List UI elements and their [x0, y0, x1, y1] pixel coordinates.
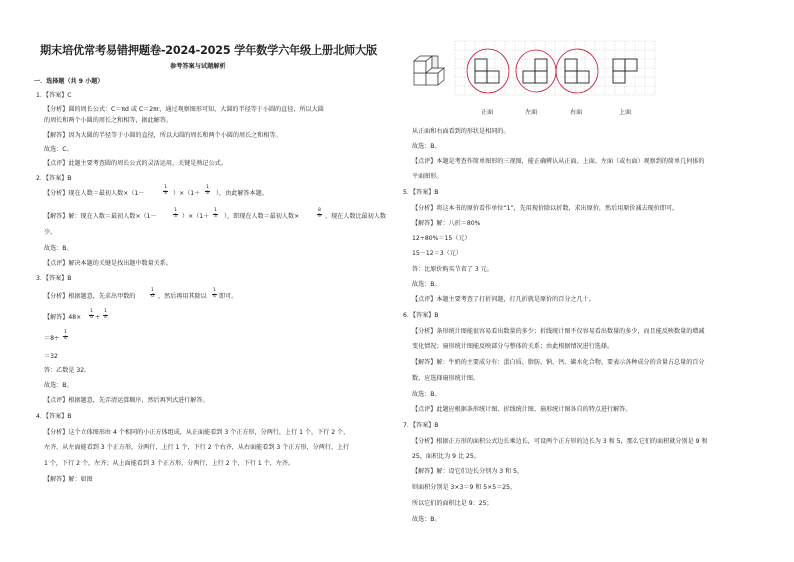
text-line: ÷	[95, 314, 101, 321]
text-line: 【解答】解：现在人数＝最初人数×（1－	[44, 213, 157, 220]
text-line: ）×（1＋	[182, 213, 210, 220]
text-line: 【分析】条形统计图能很容易看出数量的多少；折线统计图不仅容易看出数量的多少，而且能反映数量的增减	[412, 328, 705, 335]
text-line: 12÷80%＝15（元）	[412, 235, 471, 242]
fraction: $\frac{1}{3}$	[174, 208, 177, 219]
text-line: 故选：C。	[44, 146, 73, 153]
label-right: 右面	[570, 109, 583, 116]
text-line: 【分析】现在人数＝最初人数×（1－	[44, 190, 145, 197]
fraction: $\frac{1}{3}$	[214, 208, 217, 219]
front-view	[475, 59, 499, 83]
text-line: 【解答】解：牛奶的主要成分有：蛋白质、脂肪、钠、钙、碳水化合物。要表示各种成分的含量占总量的百分	[412, 359, 705, 366]
fraction: $\frac{1}{6}$	[151, 288, 154, 299]
text-line: 25，面积比为 9 比 25。	[412, 453, 480, 460]
left-view	[523, 59, 547, 83]
text-line: 一．选择题（共 9 小题）	[34, 78, 104, 85]
text-line: 答：比原价购买节省了 3 元。	[412, 266, 493, 273]
label-top: 上面	[619, 109, 632, 116]
text-line: 1．【答案】C	[36, 92, 72, 99]
three-view-drawing	[412, 37, 662, 117]
text-line: ＝8÷	[44, 335, 60, 342]
text-line: 7．【答案】B	[403, 422, 439, 429]
text-line: 故选：B。	[412, 516, 441, 523]
three-view-figure	[412, 37, 662, 117]
text-line: 6．【答案】B	[403, 312, 439, 319]
text-line: 的周长和两个小圆的周长之和相等，据此解答。	[44, 117, 172, 124]
text-line: 5．【答案】B	[403, 189, 439, 196]
text-line: 则面积分别是 3×3＝9 和 5×5＝25，	[412, 484, 517, 491]
text-line: 所以它们的面积比是 9：25；	[412, 500, 493, 507]
label-front: 正面	[481, 109, 494, 116]
cube-solid-icon	[414, 56, 444, 85]
text-line: 15－12＝3（元）	[412, 250, 462, 257]
fraction: $\frac{1}{4}$	[64, 330, 67, 341]
text-line: 变化情况；扇形统计图能反映部分与整体的关系；由此根据情况进行选择。	[412, 343, 614, 350]
text-line: 【点评】本题主要考查了打折问题，打几折就是原价的百分之几十。	[412, 296, 595, 303]
text-line: ，现在人数比最初人数	[325, 213, 386, 220]
page-title: 期末培优常考易错押题卷-2024-2025 学年数学六年级上册北师大版	[40, 44, 377, 57]
fraction: $\frac{8}{9}$	[318, 208, 321, 219]
fraction: $\frac{1}{6}$	[90, 309, 93, 320]
text-line: 【解答】因为大圆的半径等于小圆的直径，所以大圆的周长和两个小圆的周长之和相等。	[44, 132, 282, 139]
text-line: 即可。	[219, 293, 238, 300]
text-line: 故选：B。	[412, 391, 441, 398]
text-line: 【解答】解：如图	[44, 476, 93, 483]
fraction: $\frac{1}{4}$	[104, 309, 107, 320]
text-line: 故选：B。	[44, 245, 73, 252]
text-line: 【解答】解：设它们边长分别为 3 和 5，	[412, 468, 524, 475]
text-line: 【点评】此题主要考查圆的周长公式的灵活运用，关键是熟记公式。	[44, 160, 227, 167]
text-line: ）×（1＋	[173, 190, 201, 197]
text-line: ），由此解答本题。	[216, 190, 268, 197]
text-line: 【分析】圆的周长公式：C＝πd 或 C＝2πr，通过观察图形可知，大圆的半径等于小圆的直径，所以大圆	[44, 106, 324, 113]
right-view	[565, 59, 589, 83]
text-line: 【分析】根据正方形的面积公式边长乘边长，可设两个正方形的边长为 3 和 5，那么它们的面积就分别是 9 和	[412, 438, 708, 445]
text-line: 1 个，下行 2 个，左齐；从上面能看到 3 个正方形，分两行，上行 2 个，下行 1 个，左齐。	[44, 460, 295, 467]
text-line: 从正面和右面看到的形状是相同的。	[412, 128, 510, 135]
text-line: 【点评】根据题意，先弄清运算顺序，然后再列式进行解答。	[44, 397, 209, 404]
text-line: 2．【答案】B	[36, 175, 72, 182]
text-line: 故选：B。	[44, 382, 73, 389]
text-line: 4．【答案】B	[36, 413, 72, 420]
page-subtitle: 参考答案与试题解析	[170, 63, 226, 70]
fraction: $\frac{1}{3}$	[206, 185, 209, 196]
text-line: 左齐，从左面能看到 3 个正方形，分两行，上行 1 个，下行 2 个右齐，从右面能看到 3 个正方形，分两行，上行	[44, 444, 350, 451]
text-line: 【点评】本题是考查作简单图形的三视图，能正确辨认从正面、上面、左面（或右面）观察到的简单几何体的	[412, 158, 705, 165]
label-left: 左面	[525, 109, 538, 116]
text-line: 故选：B。	[412, 281, 441, 288]
text-line: 【点评】此题应根据条形统计图、折线统计图、扇形统计图各自的特点进行解答。	[412, 406, 632, 413]
text-line: 故选：B。	[412, 143, 441, 150]
text-line: 【分析】根据题意，先求出甲数的	[44, 293, 136, 300]
text-line: 数，应选择扇形统计图。	[412, 375, 480, 382]
text-line: 【解答】解：八折＝80%	[412, 220, 481, 227]
text-line: 少。	[44, 229, 57, 236]
text-line: ，然后再用其除以	[158, 293, 207, 300]
text-line: 【解答】48×	[44, 314, 82, 321]
text-line: ＝32	[44, 353, 58, 360]
text-line: 【点评】解决本题的关键是找出题中数量关系。	[44, 260, 172, 267]
text-line: 平面图形。	[412, 173, 443, 180]
text-line: 【分析】将这本书的原价看作单位“1”，先用现价除以折数，求出原价，然后用原价减去现价即可。	[412, 205, 679, 212]
text-line: 3．【答案】B	[36, 275, 72, 282]
fraction: $\frac{1}{4}$	[213, 288, 216, 299]
text-line: ），即现在人数＝最初人数×	[224, 213, 300, 220]
text-line: 【分析】这个立体图形由 4 个相同的小正方体组成，从正面能看到 3 个正方形，分两行，上行 1 个，下行 2 个，	[44, 429, 350, 436]
top-view	[613, 59, 637, 83]
text-line: 答：乙数是 32。	[44, 367, 91, 374]
fraction: $\frac{1}{3}$	[164, 185, 167, 196]
